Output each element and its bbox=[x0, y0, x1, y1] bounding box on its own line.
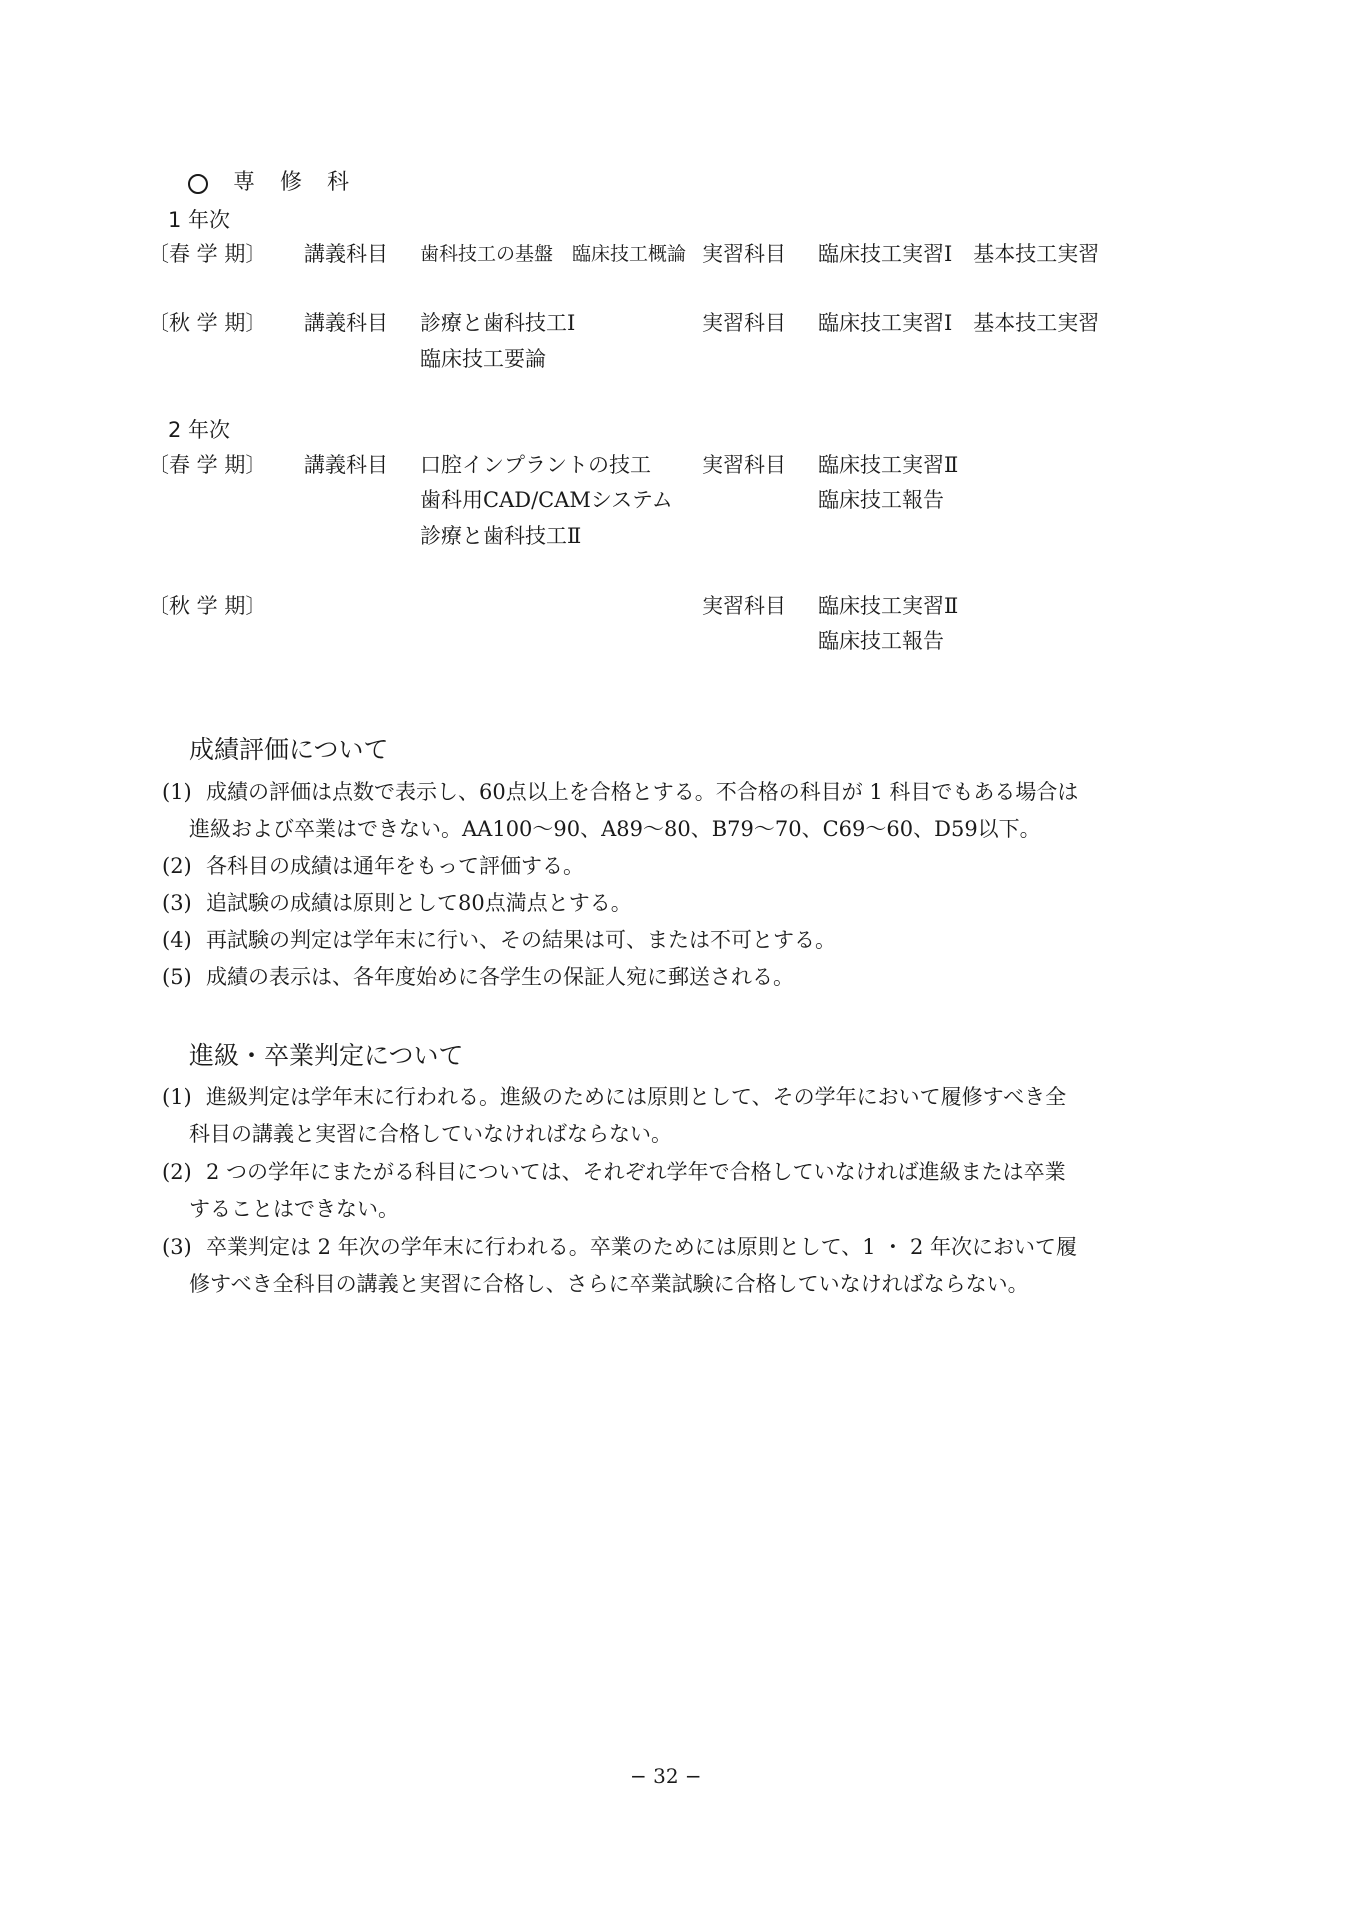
year2-spring-practice-item: 臨床技工報告 bbox=[818, 488, 944, 512]
grading-heading: 成績評価について bbox=[189, 735, 389, 764]
promotion-heading: 進級・卒業判定について bbox=[189, 1041, 464, 1070]
year1-spring-term: 〔春 学 期〕 bbox=[148, 242, 267, 266]
grading-item-number: (5) bbox=[162, 965, 192, 989]
year1-autumn-lecture-item: 診療と歯科技工Ⅰ bbox=[420, 311, 576, 335]
year1-label: 1 年次 bbox=[168, 208, 231, 232]
promotion-item-line: 2 つの学年にまたがる科目については、それぞれ学年で合格していなければ進級または卒業 bbox=[206, 1160, 1066, 1184]
year1-spring-lecture-item: 歯科技工の基盤 臨床技工概論 bbox=[420, 243, 687, 265]
year2-spring-lecture-item: 診療と歯科技工Ⅱ bbox=[420, 524, 582, 548]
promotion-item-number: (1) bbox=[162, 1085, 192, 1109]
year1-autumn-term: 〔秋 学 期〕 bbox=[148, 311, 267, 335]
circle-bullet-icon bbox=[188, 174, 208, 194]
promotion-item-number: (3) bbox=[162, 1235, 192, 1259]
grading-item-number: (4) bbox=[162, 928, 192, 952]
grading-item-number: (1) bbox=[162, 780, 192, 804]
year2-spring-practice-item: 臨床技工実習Ⅱ bbox=[818, 453, 959, 477]
promotion-item-line: 科目の講義と実習に合格していなければならない。 bbox=[189, 1122, 672, 1146]
year1-autumn-practice-item: 臨床技工実習Ⅰ 基本技工実習 bbox=[818, 311, 1100, 335]
year2-label: 2 年次 bbox=[168, 418, 231, 442]
page-number: − 32 − bbox=[630, 1764, 702, 1788]
grading-item-line: 再試験の判定は学年末に行い、その結果は可、または不可とする。 bbox=[206, 928, 836, 952]
year2-autumn-practice-label: 実習科目 bbox=[702, 594, 786, 618]
grading-item-number: (2) bbox=[162, 854, 192, 878]
year1-autumn-lecture-label: 講義科目 bbox=[304, 311, 388, 335]
grading-item-number: (3) bbox=[162, 891, 192, 915]
promotion-item-number: (2) bbox=[162, 1160, 192, 1184]
promotion-item-line: 卒業判定は 2 年次の学年末に行われる。卒業のためには原則として、1 ・ 2 年次において履 bbox=[206, 1235, 1078, 1259]
grading-item-line: 各科目の成績は通年をもって評価する。 bbox=[206, 854, 584, 878]
promotion-item-line: することはできない。 bbox=[189, 1197, 399, 1221]
promotion-item-line: 修すべき全科目の講義と実習に合格し、さらに卒業試験に合格していなければならない。 bbox=[189, 1272, 1029, 1296]
grading-item-line: 成績の表示は、各年度始めに各学生の保証人宛に郵送される。 bbox=[206, 965, 794, 989]
year1-autumn-lecture-item: 臨床技工要論 bbox=[420, 347, 546, 371]
year1-spring-practice-label: 実習科目 bbox=[702, 242, 786, 266]
grading-item-line: 進級および卒業はできない。AA100〜90、A89〜80、B79〜70、C69〜60、D59以下。 bbox=[189, 817, 1041, 841]
promotion-item-line: 進級判定は学年末に行われる。進級のためには原則として、その学年において履修すべき全 bbox=[206, 1085, 1067, 1109]
year2-autumn-practice-item: 臨床技工報告 bbox=[818, 629, 944, 653]
year2-spring-lecture-label: 講義科目 bbox=[304, 453, 388, 477]
year2-autumn-term: 〔秋 学 期〕 bbox=[148, 594, 267, 618]
year2-spring-lecture-item: 口腔インプラントの技工 bbox=[420, 453, 651, 477]
year2-spring-practice-label: 実習科目 bbox=[702, 453, 786, 477]
grading-item-line: 追試験の成績は原則として80点満点とする。 bbox=[206, 891, 632, 915]
section-title: 専 修 科 bbox=[233, 170, 358, 195]
grading-item-line: 成績の評価は点数で表示し、60点以上を合格とする。不合格の科目が 1 科目でもある場合は bbox=[206, 780, 1079, 804]
year1-autumn-practice-label: 実習科目 bbox=[702, 311, 786, 335]
year2-autumn-practice-item: 臨床技工実習Ⅱ bbox=[818, 594, 959, 618]
year1-spring-lecture-label: 講義科目 bbox=[304, 242, 388, 266]
year2-spring-lecture-item: 歯科用CAD/CAMシステム bbox=[420, 488, 673, 512]
year2-spring-term: 〔春 学 期〕 bbox=[148, 453, 267, 477]
year1-spring-practice-item: 臨床技工実習Ⅰ 基本技工実習 bbox=[818, 242, 1100, 266]
